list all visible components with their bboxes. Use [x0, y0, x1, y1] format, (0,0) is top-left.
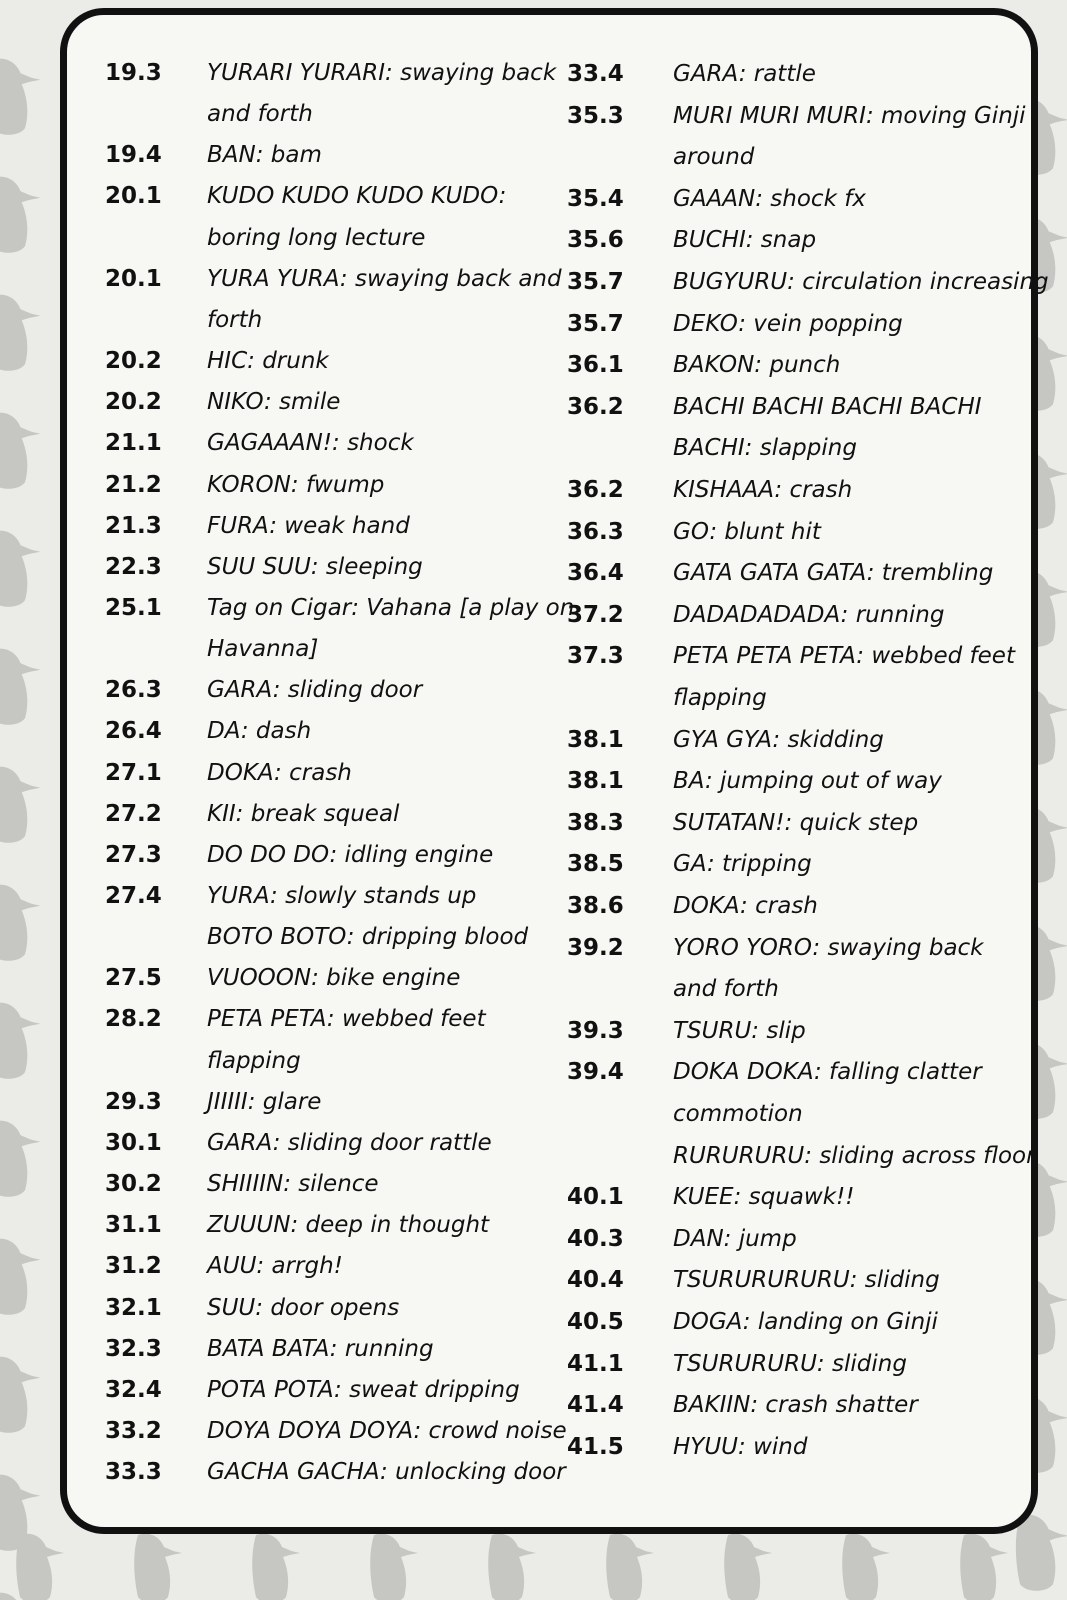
entry-number: 39.4 [567, 1059, 624, 1086]
entry-description: VUOOON: bike engine [207, 965, 461, 992]
entry-description: SUU SUU: sleeping [207, 553, 423, 580]
entry-description: GARA: sliding door [207, 677, 423, 704]
entry-number: 41.4 [567, 1392, 624, 1419]
entry-description: PETA PETA PETA: webbed feet [673, 643, 1015, 670]
entry-description: boring long lecture [207, 224, 426, 251]
entry-number: 36.2 [567, 393, 624, 420]
entry-description: YURARI YURARI: swaying back [207, 60, 557, 86]
entry-description: SUU: door opens [207, 1294, 400, 1321]
entry-number: 38.1 [567, 726, 624, 753]
entry-number: 37.2 [567, 601, 624, 628]
penguin-silhouette [252, 1534, 300, 1600]
entry-description: DOKA: crash [673, 893, 818, 919]
entry-number: 22.3 [105, 553, 162, 580]
entry-description: BAKON: punch [673, 352, 841, 379]
entry-number: 35.3 [567, 102, 624, 129]
entry-description: POTA POTA: sweat dripping [207, 1376, 520, 1403]
entry-description: BATA BATA: running [207, 1335, 434, 1362]
entry-description: KISHAAA: crash [673, 477, 853, 503]
penguin-silhouette [134, 1534, 182, 1600]
entry-description: DOKA: crash [207, 759, 352, 786]
penguin-silhouette [0, 1357, 40, 1433]
entry-number: 36.3 [567, 518, 624, 545]
entry-number: 36.2 [567, 477, 624, 503]
entry-number: 35.7 [567, 269, 624, 295]
entry-number: 27.5 [105, 965, 162, 992]
entry-description: Tag on Cigar: Vahana [a play on [207, 594, 575, 621]
entry-description: around [673, 144, 755, 171]
entry-description: DOGA: landing on Ginji [673, 1309, 938, 1335]
entry-description: BACHI BACHI BACHI BACHI [673, 393, 982, 420]
penguin-silhouette [0, 59, 40, 135]
penguin-silhouette [606, 1534, 654, 1600]
penguin-silhouette [0, 1003, 40, 1079]
entry-number: 37.3 [567, 643, 624, 670]
entry-number: 35.6 [567, 227, 624, 254]
entry-description: RURURURU: sliding across floor [673, 1142, 1036, 1169]
entry-number: 26.3 [105, 677, 162, 704]
penguin-silhouette [0, 1121, 40, 1197]
entry-description: GA: tripping [673, 851, 812, 878]
entry-description: BACHI: slapping [673, 435, 857, 462]
entry-number: 40.5 [567, 1309, 624, 1335]
entry-number: 33.3 [105, 1459, 162, 1486]
entry-description: BA: jumping out of way [673, 768, 942, 795]
entry-number: 21.3 [105, 512, 162, 539]
entry-number: 38.1 [567, 768, 624, 795]
entry-number: 36.4 [567, 560, 624, 587]
penguin-silhouette [724, 1534, 772, 1600]
penguin-silhouette [960, 1534, 1008, 1600]
entry-number: 41.1 [567, 1350, 624, 1377]
entry-number: 39.2 [567, 934, 624, 961]
penguin-silhouette [16, 1534, 64, 1600]
entry-number: 38.3 [567, 809, 624, 836]
entry-number: 19.3 [105, 60, 162, 86]
entry-description: TSURURURU: sliding [673, 1350, 907, 1377]
entry-description: ZUUUN: deep in thought [207, 1212, 490, 1239]
entry-number: 32.4 [105, 1376, 162, 1403]
entry-number: 20.1 [105, 265, 162, 292]
entry-number: 38.6 [567, 893, 624, 919]
entry-description: GAGAAAN!: shock [207, 430, 414, 457]
penguin-silhouette [0, 649, 40, 725]
entry-number: 20.2 [105, 348, 162, 375]
entry-number: 27.3 [105, 841, 162, 868]
entry-number: 20.1 [105, 183, 162, 210]
entry-description: KII: break squeal [207, 800, 400, 827]
entry-description: DADADADADA: running [673, 601, 945, 628]
penguin-silhouette [0, 177, 40, 253]
entry-number: 27.1 [105, 759, 162, 786]
entry-number: 35.7 [567, 310, 624, 337]
entry-number: 27.4 [105, 883, 162, 909]
entry-description: DAN: jump [673, 1225, 797, 1252]
entry-description: GAAAN: shock fx [673, 185, 866, 212]
entry-description: flapping [207, 1047, 301, 1074]
entry-description: HIC: drunk [207, 348, 329, 375]
entry-description: AUU: arrgh! [207, 1253, 343, 1280]
entry-description: GACHA GACHA: unlocking door [207, 1459, 566, 1486]
entry-description: Havanna] [207, 636, 319, 663]
entry-description: GARA: rattle [673, 61, 816, 87]
entry-description: BUCHI: snap [673, 227, 817, 254]
entry-number: 27.2 [105, 800, 162, 827]
entry-description: NIKO: smile [207, 389, 341, 416]
entry-description: DOYA DOYA DOYA: crowd noise [207, 1417, 567, 1444]
entry-description: GO: blunt hit [673, 518, 821, 545]
penguin-silhouette [0, 1239, 40, 1315]
entry-number: 40.1 [567, 1184, 624, 1211]
entry-description: BOTO BOTO: dripping blood [207, 924, 529, 951]
entry-description: and forth [673, 976, 779, 1003]
entry-number: 28.2 [105, 1006, 162, 1033]
entry-description: DOKA DOKA: falling clatter [673, 1059, 982, 1086]
penguin-silhouette [0, 767, 40, 843]
penguin-silhouette [1016, 1515, 1067, 1591]
entry-description: TSURURURURU: sliding [673, 1267, 940, 1294]
entry-number: 38.5 [567, 851, 624, 878]
entry-description: YURA: slowly stands up [207, 883, 477, 909]
entry-number: 21.2 [105, 471, 162, 498]
penguin-silhouette [370, 1534, 418, 1600]
entry-description: GYA GYA: skidding [673, 726, 884, 753]
entry-number: 33.4 [567, 61, 624, 87]
entry-description: SHIIIIN: silence [207, 1171, 379, 1198]
entry-description: GATA GATA GATA: trembling [673, 560, 994, 587]
entry-description: commotion [673, 1101, 803, 1127]
penguin-silhouette [0, 531, 40, 607]
entry-description: SUTATAN!: quick step [673, 809, 919, 836]
entry-number: 32.3 [105, 1335, 162, 1362]
entry-number: 30.2 [105, 1171, 162, 1198]
entry-number: 31.1 [105, 1212, 162, 1239]
entry-number: 21.1 [105, 430, 162, 457]
entry-number: 41.5 [567, 1433, 624, 1460]
entry-number: 30.1 [105, 1129, 162, 1156]
entry-number: 29.3 [105, 1088, 162, 1115]
entry-description: GARA: sliding door rattle [207, 1129, 492, 1156]
penguin-silhouette [488, 1534, 536, 1600]
entry-number: 20.2 [105, 389, 162, 416]
entry-description: KUEE: squawk!! [673, 1184, 855, 1211]
entry-description: JIIIII: glare [207, 1088, 322, 1115]
entry-description: DO DO DO: idling engine [207, 841, 494, 868]
sound-effects-glossary-panel [60, 8, 1049, 1534]
entry-description: TSURU: slip [673, 1017, 806, 1044]
entry-description: DEKO: vein popping [673, 310, 903, 337]
entry-number: 40.3 [567, 1225, 624, 1252]
entry-description: HYUU: wind [673, 1433, 808, 1460]
entry-description: PETA PETA: webbed feet [207, 1006, 486, 1033]
entry-description: BAKIIN: crash shatter [673, 1392, 918, 1419]
entry-description: flapping [673, 685, 767, 711]
entry-description: BAN: bam [207, 142, 322, 169]
entry-number: 31.2 [105, 1253, 162, 1280]
entry-description: KUDO KUDO KUDO KUDO: [207, 183, 507, 210]
penguin-silhouette [842, 1534, 890, 1600]
entry-description: YURA YURA: swaying back and [207, 265, 562, 292]
entry-number: 25.1 [105, 594, 162, 621]
entry-description: and forth [207, 101, 313, 128]
penguin-silhouette [0, 413, 40, 489]
entry-number: 32.1 [105, 1294, 162, 1321]
penguin-silhouette [0, 295, 40, 371]
entry-description: DA: dash [207, 718, 312, 745]
entry-number: 36.1 [567, 352, 624, 379]
entry-number: 40.4 [567, 1267, 624, 1294]
entry-description: MURI MURI MURI: moving Ginji [673, 102, 1026, 129]
entry-description: forth [207, 306, 263, 333]
penguin-silhouette [0, 885, 40, 961]
entry-description: BUGYURU: circulation increasing [673, 269, 1049, 295]
entry-number: 26.4 [105, 718, 162, 745]
entry-description: KORON: fwump [207, 471, 385, 498]
entry-number: 35.4 [567, 185, 624, 212]
entry-description: FURA: weak hand [207, 512, 410, 539]
entry-description: YORO YORO: swaying back [673, 934, 984, 961]
entry-number: 33.2 [105, 1417, 162, 1444]
entry-number: 39.3 [567, 1017, 624, 1044]
entry-number: 19.4 [105, 142, 162, 169]
